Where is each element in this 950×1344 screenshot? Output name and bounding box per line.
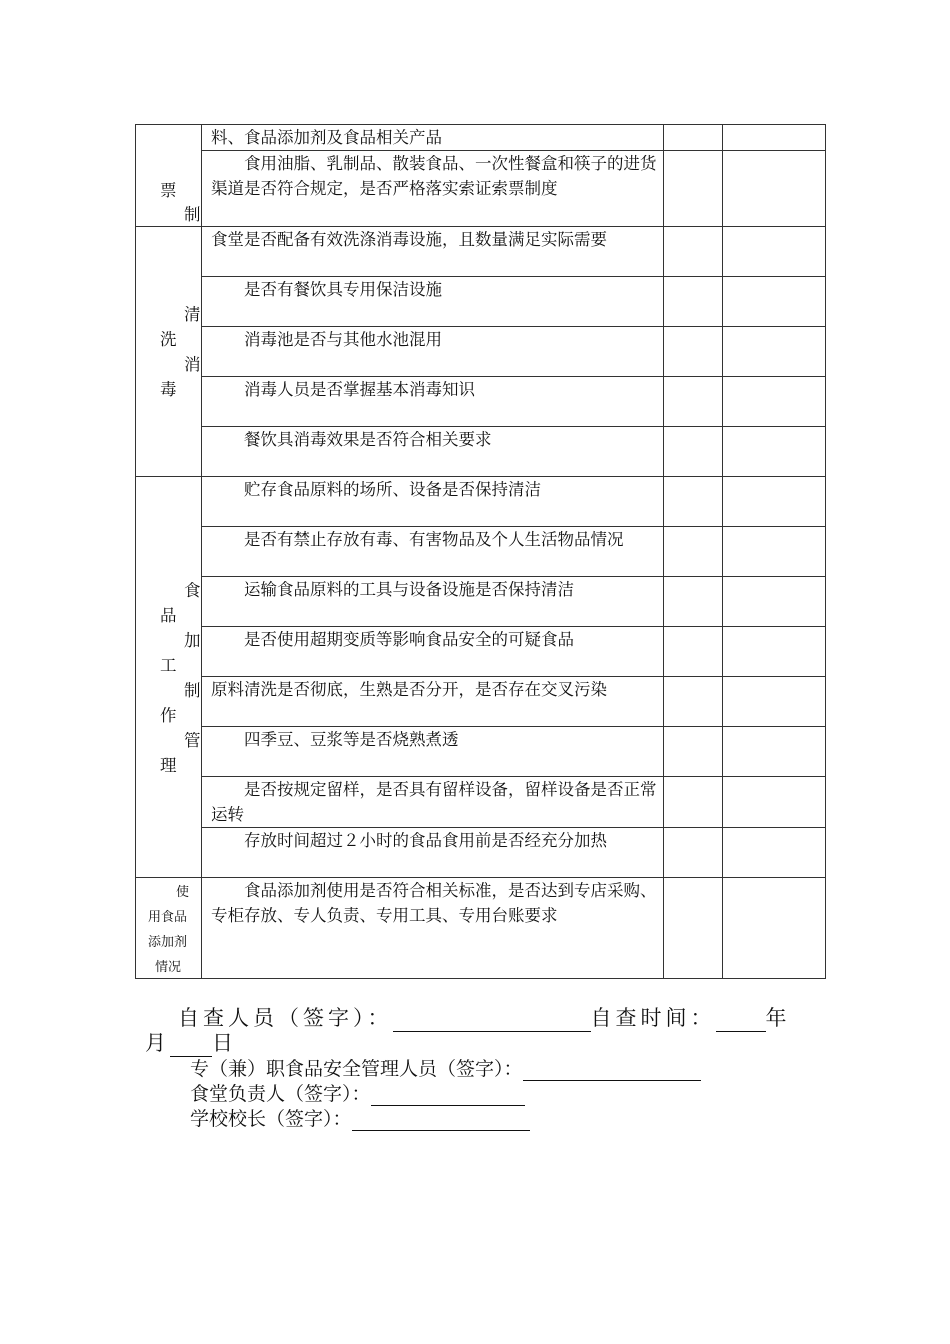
result-cell[interactable] xyxy=(664,828,723,878)
remark-cell[interactable] xyxy=(723,627,826,677)
remark-cell[interactable] xyxy=(723,151,826,227)
table-row xyxy=(136,878,826,979)
result-cell[interactable] xyxy=(664,377,723,427)
inspector-signature-field[interactable] xyxy=(393,1009,591,1032)
check-item: 四季豆、豆浆等是否烧熟煮透 xyxy=(202,727,664,777)
remark-cell[interactable] xyxy=(723,527,826,577)
inspector-line xyxy=(178,1002,791,1032)
category-char: 添加剂 xyxy=(148,935,188,950)
check-item: 是否有餐饮具专用保洁设施 xyxy=(202,277,664,327)
day-char: 日 xyxy=(212,1031,237,1055)
table-row xyxy=(136,151,826,227)
table-row xyxy=(136,477,826,527)
category-char: 作 xyxy=(160,706,177,725)
table-row xyxy=(136,727,826,777)
safety-manager-label: 专（兼）职食品安全管理人员（签字）： xyxy=(190,1058,523,1080)
category-char: 制 xyxy=(184,681,201,700)
category-char: 理 xyxy=(160,756,177,775)
result-cell[interactable] xyxy=(664,577,723,627)
year-field[interactable] xyxy=(716,1009,766,1032)
category-char: 毒 xyxy=(160,380,177,399)
result-cell[interactable] xyxy=(664,677,723,727)
result-cell[interactable] xyxy=(664,277,723,327)
category-char: 洗 xyxy=(160,330,177,349)
remark-cell[interactable] xyxy=(723,777,826,828)
month-char: 月 xyxy=(145,1031,170,1055)
canteen-head-signature-field[interactable] xyxy=(371,1085,525,1106)
remark-cell[interactable] xyxy=(723,125,826,151)
result-cell[interactable] xyxy=(664,151,723,227)
check-item: 贮存食品原料的场所、设备是否保持清洁 xyxy=(202,477,664,527)
check-item: 存放时间超过２小时的食品食用前是否经充分加热 xyxy=(202,828,664,878)
result-cell[interactable] xyxy=(664,627,723,677)
category-piaozhi xyxy=(136,125,202,227)
safety-manager-signature-field[interactable] xyxy=(523,1060,701,1081)
category-char: 使 xyxy=(176,885,190,900)
check-item: 原料清洗是否彻底，生熟是否分开，是否存在交叉污染 xyxy=(202,677,664,727)
table-row xyxy=(136,627,826,677)
category-char: 品 xyxy=(160,606,177,625)
result-cell[interactable] xyxy=(664,527,723,577)
check-item: 运输食品原料的工具与设备设施是否保持清洁 xyxy=(202,577,664,627)
table-row xyxy=(136,227,826,277)
category-qingxi xyxy=(136,227,202,477)
canteen-head-line xyxy=(190,1079,525,1106)
month-day-line xyxy=(145,1027,237,1057)
check-item: 食品添加剂使用是否符合相关标准，是否达到专店采购、专柜存放、专人负责、专用工具、专用台账要求 xyxy=(202,878,664,979)
result-cell[interactable] xyxy=(664,878,723,979)
table-row xyxy=(136,677,826,727)
category-char: 票 xyxy=(160,181,177,200)
year-char: 年 xyxy=(765,1006,791,1030)
category-char: 用食品 xyxy=(148,910,188,925)
remark-cell[interactable] xyxy=(723,828,826,878)
check-item: 是否使用超期变质等影响食品安全的可疑食品 xyxy=(202,627,664,677)
canteen-head-label: 食堂负责人（签字）： xyxy=(190,1083,371,1105)
inspect-time-label: 自查时间： xyxy=(590,1006,716,1030)
table-row xyxy=(136,427,826,477)
category-char: 制 xyxy=(184,205,201,224)
remark-cell[interactable] xyxy=(723,427,826,477)
remark-cell[interactable] xyxy=(723,477,826,527)
result-cell[interactable] xyxy=(664,427,723,477)
result-cell[interactable] xyxy=(664,777,723,828)
check-item: 消毒池是否与其他水池混用 xyxy=(202,327,664,377)
check-item: 食堂是否配备有效洗涤消毒设施，且数量满足实际需要 xyxy=(202,227,664,277)
category-char: 清 xyxy=(184,305,201,324)
check-item: 消毒人员是否掌握基本消毒知识 xyxy=(202,377,664,427)
check-item: 餐饮具消毒效果是否符合相关要求 xyxy=(202,427,664,477)
principal-signature-field[interactable] xyxy=(352,1110,530,1131)
remark-cell[interactable] xyxy=(723,878,826,979)
table-row xyxy=(136,527,826,577)
category-char: 加 xyxy=(184,631,201,650)
table-row xyxy=(136,777,826,828)
table-row xyxy=(136,277,826,327)
result-cell[interactable] xyxy=(664,227,723,277)
category-jiagong xyxy=(136,477,202,878)
category-tianjiaji xyxy=(136,878,202,979)
category-char: 工 xyxy=(160,656,177,675)
inspection-table xyxy=(135,124,826,979)
check-item: 是否按规定留样，是否具有留样设备，留样设备是否正常运转 xyxy=(202,777,664,828)
remark-cell[interactable] xyxy=(723,577,826,627)
result-cell[interactable] xyxy=(664,125,723,151)
category-char: 管 xyxy=(184,731,201,750)
remark-cell[interactable] xyxy=(723,377,826,427)
table-row xyxy=(136,577,826,627)
category-char: 消 xyxy=(184,355,201,374)
check-item: 食用油脂、乳制品、散装食品、一次性餐盒和筷子的进货渠道是否符合规定，是否严格落实索证索票制度 xyxy=(202,151,664,227)
result-cell[interactable] xyxy=(664,327,723,377)
category-char: 食 xyxy=(184,581,201,600)
inspector-label: 自查人员（签字）： xyxy=(178,1006,393,1030)
safety-manager-line xyxy=(190,1054,701,1081)
check-item: 是否有禁止存放有毒、有害物品及个人生活物品情况 xyxy=(202,527,664,577)
table-row xyxy=(136,377,826,427)
table-row xyxy=(136,327,826,377)
remark-cell[interactable] xyxy=(723,677,826,727)
remark-cell[interactable] xyxy=(723,327,826,377)
category-char: 情况 xyxy=(155,960,182,975)
remark-cell[interactable] xyxy=(723,727,826,777)
table-row xyxy=(136,828,826,878)
result-cell[interactable] xyxy=(664,477,723,527)
check-item: 料、食品添加剂及食品相关产品 xyxy=(202,125,664,151)
principal-line xyxy=(190,1104,530,1131)
result-cell[interactable] xyxy=(664,727,723,777)
remark-cell[interactable] xyxy=(723,277,826,327)
principal-label: 学校校长（签字）： xyxy=(190,1108,352,1130)
table-row xyxy=(136,125,826,151)
remark-cell[interactable] xyxy=(723,227,826,277)
